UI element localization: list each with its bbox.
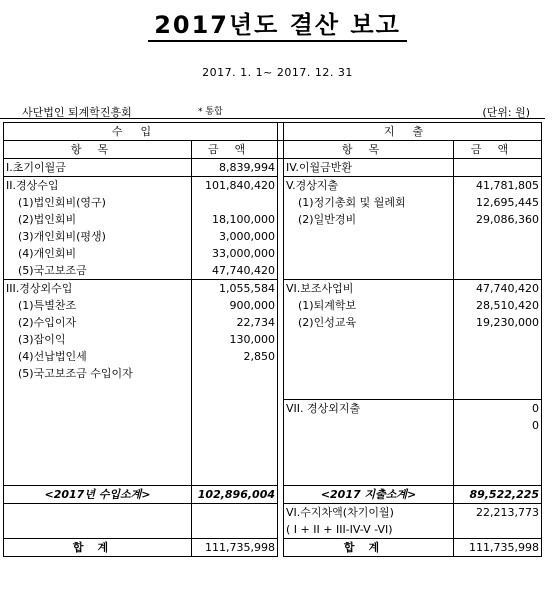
income-row-amount: 900,000 [192,297,278,314]
income-col-item: 항목 [4,141,192,159]
expense-row-label: VI.보조사업비 [284,280,454,298]
expense-subtotal-label: <2017 지출소계> [284,486,454,504]
income-row-label: (5)국고보조금 [4,262,192,280]
income-row-label: III.경상외수입 [4,280,192,298]
expense-row-label: (2)일반경비 [284,211,454,228]
report-title: 2017년도 결산 보고 [0,5,555,40]
expense-row-label [284,262,454,280]
income-row-label: (4)개인회비 [4,245,192,262]
expense-row-amount [454,228,542,245]
income-row-label: (1)법인회비(영구) [4,194,192,211]
header-rule [0,118,545,119]
income-total: 111,735,998 [192,539,278,557]
expense-row-label: IV.이월금반환 [284,159,454,177]
expense-row-label [284,245,454,262]
report-period: 2017. 1. 1~ 2017. 12. 31 [202,66,353,79]
expense-total-label: 합계 [284,539,454,557]
expense-row-amount: 41,781,805 [454,177,542,195]
income-row-amount: 33,000,000 [192,245,278,262]
income-row-amount [192,194,278,211]
income-row-label: (5)국고보조금 수입이자 [4,365,192,382]
income-row-amount: 18,100,000 [192,211,278,228]
expense-total: 111,735,998 [454,539,542,557]
expense-row-label [284,228,454,245]
income-row-label: (3)개인회비(평생) [4,228,192,245]
expense-row-label: V.경상지출 [284,177,454,195]
expense-row-amount [454,159,542,177]
income-total-label: 합계 [4,539,192,557]
income-subtotal: 102,896,004 [192,486,278,504]
balance-formula: ( I + II + III-IV-V -VI) [284,521,454,539]
settlement-table [3,122,542,557]
income-row-label: (2)법인회비 [4,211,192,228]
balance-label: VI.수지차액(차기이월) [284,504,454,522]
expense-subtotal: 89,522,225 [454,486,542,504]
expense-col-item: 항목 [284,141,454,159]
income-row-amount: 130,000 [192,331,278,348]
expense-row-amount: 12,695,445 [454,194,542,211]
organization-name: 사단법인 퇴계학진흥회 [22,106,132,119]
income-subtotal-label: <2017년 수입소계> [4,486,192,504]
expense-row-label: (2)인성교육 [284,314,454,331]
expense-row-label: (1)정기총회 및 월례회 [284,194,454,211]
income-row-amount: 1,055,584 [192,280,278,298]
merge-note: * 통합 [198,107,223,117]
income-col-amount: 금액 [192,141,278,159]
expense-row-amount: 19,230,000 [454,314,542,331]
expense-header: 지출 [284,123,542,141]
expense-row-amount [454,245,542,262]
expense-row-amount [454,262,542,280]
income-row-amount: 2,850 [192,348,278,365]
income-row-label: (3)잡이익 [4,331,192,348]
income-row-amount: 8,839,994 [192,159,278,177]
income-row-label: I.초기이월금 [4,159,192,177]
unit-note: (단위: 원) [482,106,530,119]
income-row-label: (2)수입이자 [4,314,192,331]
income-header: 수입 [4,123,278,141]
income-row-amount: 47,740,420 [192,262,278,280]
income-row-label: (4)선납법인세 [4,348,192,365]
expense-nonop-amount-2: 0 [454,417,542,434]
expense-nonop-amount: 0 [454,400,542,418]
income-row-label: II.경상수입 [4,177,192,195]
income-row-amount [192,365,278,382]
expense-row-amount: 29,086,360 [454,211,542,228]
income-row-label: (1)특별찬조 [4,297,192,314]
expense-row-amount: 28,510,420 [454,297,542,314]
expense-row-label: (1)퇴계학보 [284,297,454,314]
income-row-amount: 101,840,420 [192,177,278,195]
expense-row-amount: 47,740,420 [454,280,542,298]
income-row-amount: 22,734 [192,314,278,331]
expense-nonop-label: VII. 경상외지출 [284,400,454,418]
balance-amount: 22,213,773 [454,504,542,522]
income-row-amount: 3,000,000 [192,228,278,245]
expense-col-amount: 금액 [454,141,542,159]
